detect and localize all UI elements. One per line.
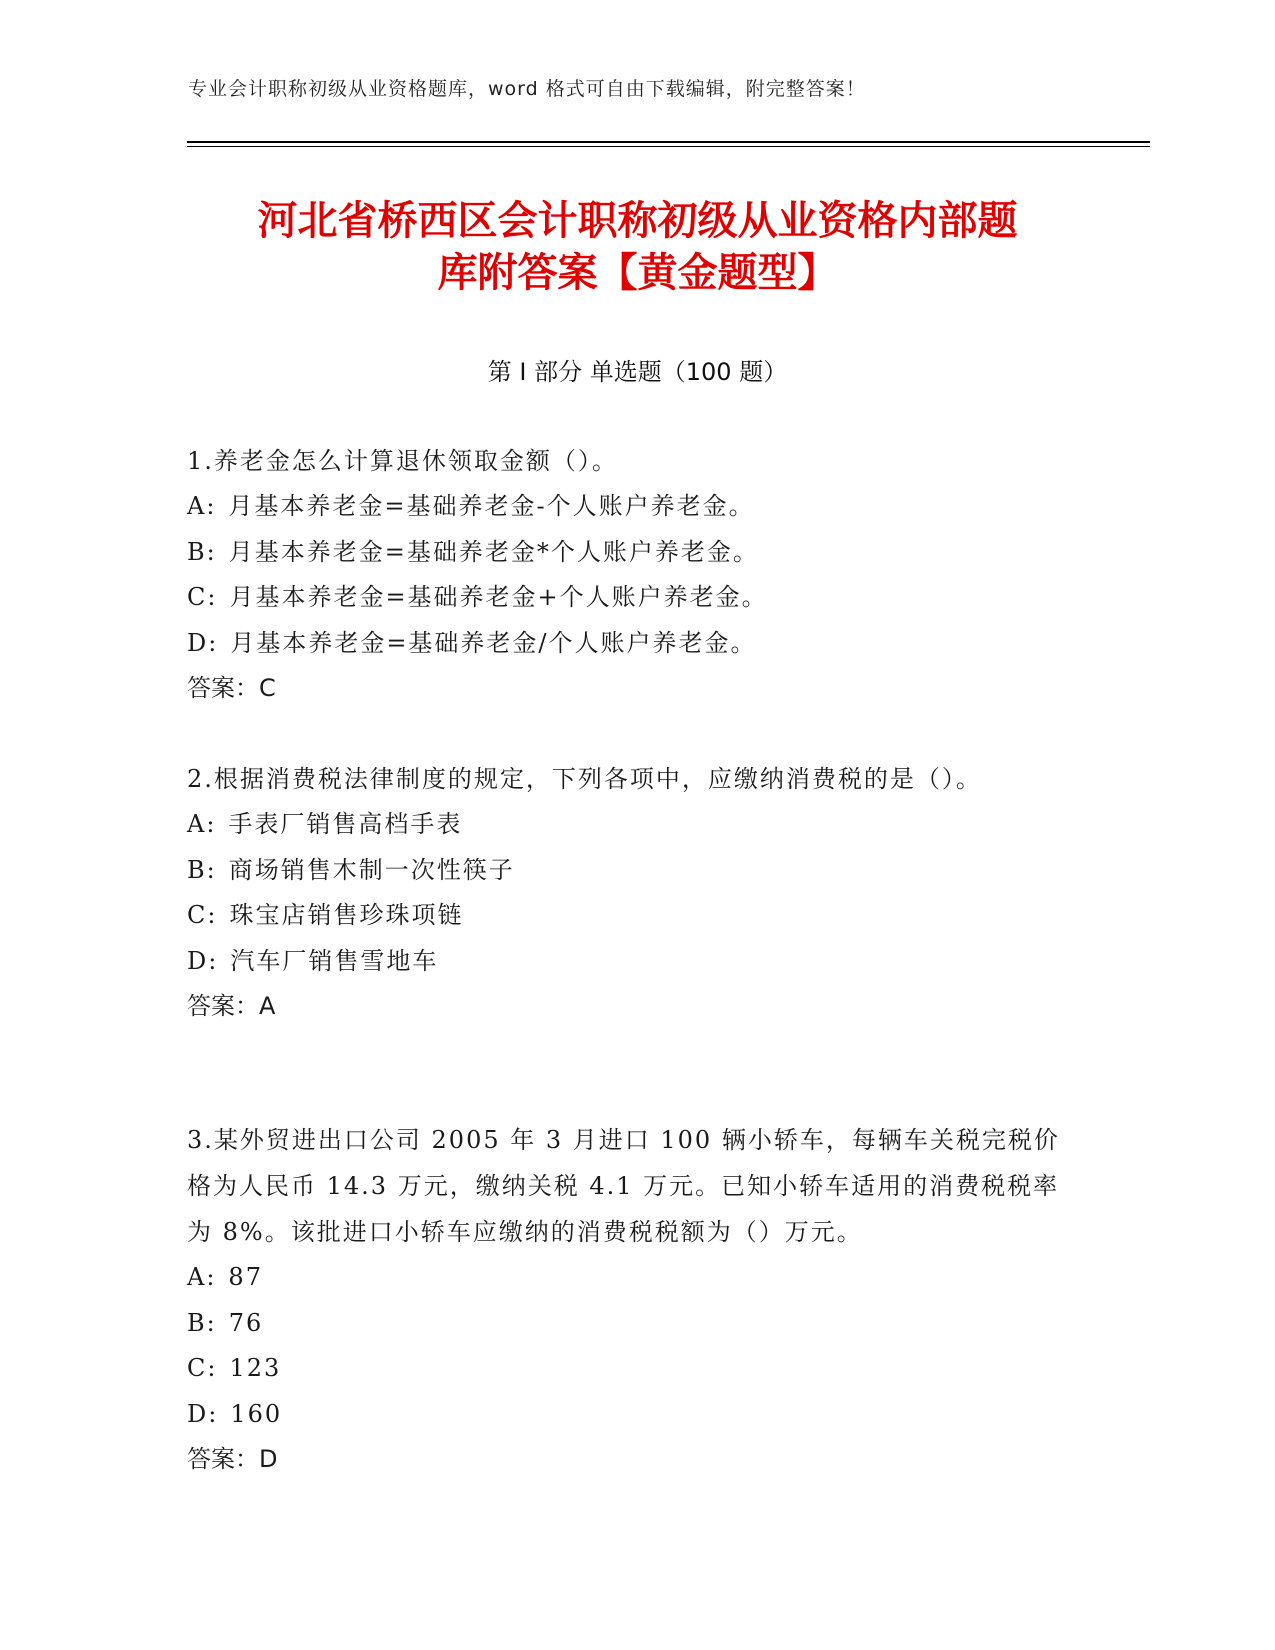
title-line-1: 河北省桥西区会计职称初级从业资格内部题 [257,198,1018,244]
option-c [187,575,1077,621]
option-key: C: [187,901,218,929]
option-d [187,939,1077,985]
option-key: A: [187,810,217,838]
option-key: A: [187,492,217,520]
question-1 [187,438,1077,711]
option-key: C: [187,1354,218,1382]
header-note: 专业会计职称初级从业资格题库，word 格式可自由下载编辑，附完整答案！ [188,78,866,100]
option-b [187,1301,1077,1347]
option-c [187,893,1077,939]
header-rule-thin [187,146,1150,147]
option-b [187,848,1077,894]
option-key: D: [187,946,219,975]
option-text: 123 [229,1354,282,1382]
option-key: A: [187,1263,217,1291]
option-d [187,1392,1077,1438]
answer: 答案：A [187,992,276,1020]
question-3 [187,1117,1077,1482]
option-key: B: [187,855,217,884]
question-2 [187,756,1077,1029]
option-key: D: [187,628,219,657]
option-text: 珠宝店销售珍珠项链 [229,901,464,929]
option-a [187,802,1077,848]
answer: 答案：D [187,1445,278,1473]
option-a [187,1255,1077,1301]
option-text: 月基本养老金=基础养老金+个人账户养老金。 [229,583,768,611]
header-rule-thick [187,141,1150,143]
section-heading: 第 I 部分 单选题（100 题） [487,358,788,386]
option-text: 160 [230,1399,283,1428]
option-text: 月基本养老金=基础养老金-个人账户养老金。 [228,492,755,520]
document-title [100,195,1175,299]
option-c [187,1346,1077,1392]
question-stem: 2.根据消费税法律制度的规定，下列各项中，应缴纳消费税的是（）。 [187,765,982,793]
option-key: B: [187,1308,217,1337]
option-key: C: [187,583,218,611]
option-text: 月基本养老金=基础养老金/个人账户养老金。 [230,628,757,657]
answer: 答案：C [187,674,276,702]
option-d [187,621,1077,667]
question-stem: 1.养老金怎么计算退休领取金额（）。 [187,447,618,475]
option-text: 商场销售木制一次性筷子 [228,855,515,884]
option-key: D: [187,1399,219,1428]
option-text: 汽车厂销售雪地车 [230,946,439,975]
question-stem: 3.某外贸进出口公司 2005 年 3 月进口 100 辆小轿车，每辆车关税完税价格为人民币 14.3 万元，缴纳关税 4.1 万元。已知小轿车适用的消费税税率为 8%。该批进口小轿车应缴纳的消费税税额为（）万元。 [187,1126,1060,1246]
title-line-2: 库附答案【黄金题型】 [437,250,838,296]
option-b [187,530,1077,576]
option-text: 手表厂销售高档手表 [228,810,463,838]
option-text: 87 [228,1263,263,1291]
option-a [187,484,1077,530]
option-text: 月基本养老金=基础养老金*个人账户养老金。 [228,537,759,566]
option-text: 76 [228,1308,264,1337]
option-key: B: [187,537,217,566]
